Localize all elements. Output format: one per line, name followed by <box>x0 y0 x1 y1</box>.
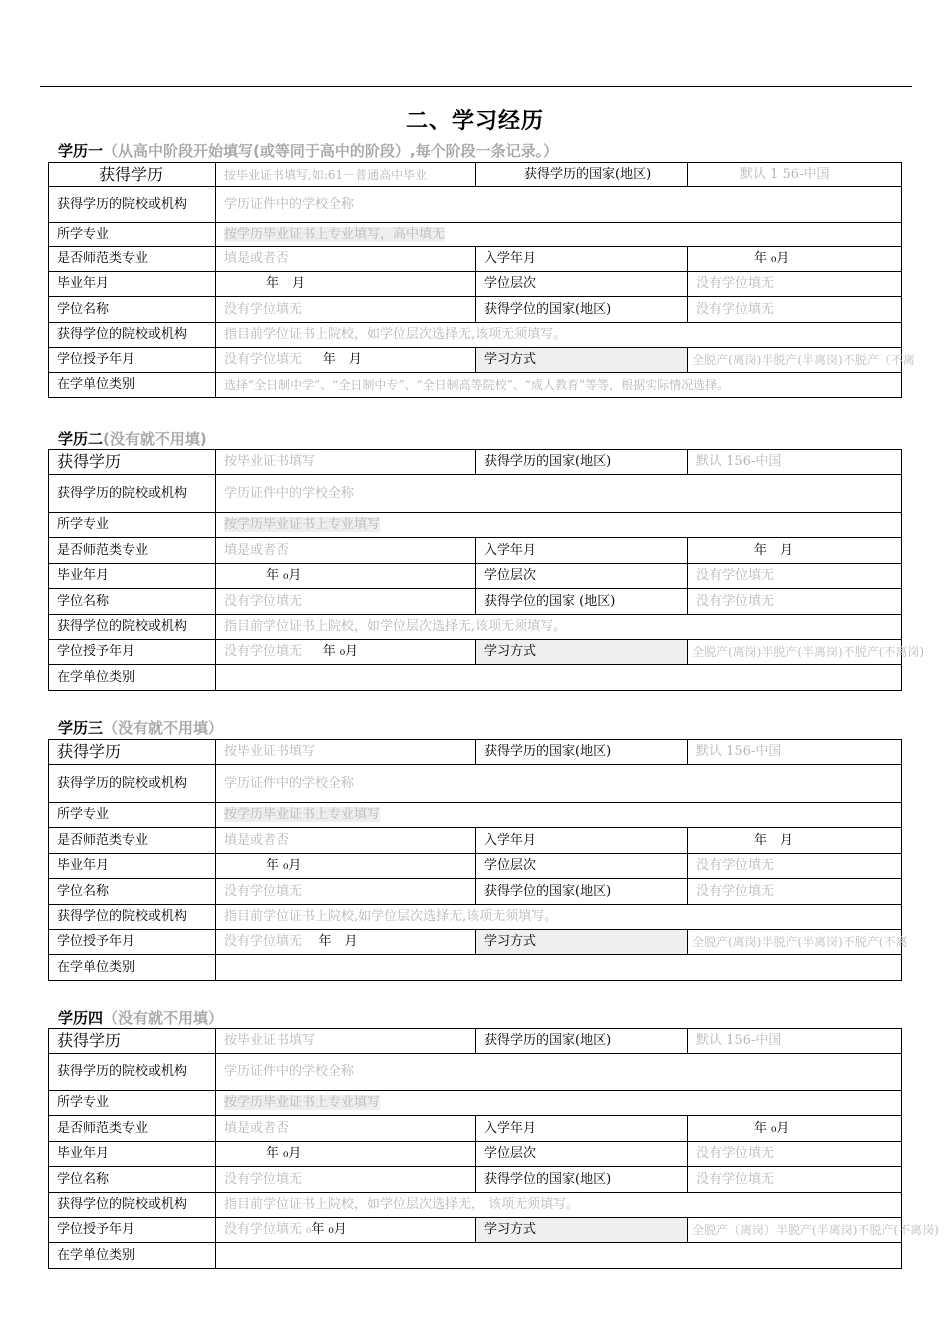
major-hint-text: 按学历毕业证书上专业填写，高中填无 <box>224 226 446 242</box>
degree-country-field[interactable]: 默认 156-中国 <box>688 1029 902 1054</box>
unit-type-field[interactable]: 选择“全日制中学”、“全日制中专”、“全日制高等院校”、“成人教育”等等，根据实际情况选择。 <box>216 373 902 398</box>
xuewei-date-value: 年 月 <box>318 934 358 949</box>
label-degree-country: 获得学历的国家(地区) <box>476 163 688 187</box>
study-mode-none[interactable]: 不脱产(不离岗) <box>857 1223 939 1237</box>
study-mode-full[interactable]: 全脱产(离岗) <box>692 353 762 367</box>
major-field[interactable] <box>216 223 902 247</box>
degree-name-field[interactable]: 没有学位填无 <box>216 879 476 905</box>
study-mode-options <box>692 1223 939 1237</box>
degree-level-field[interactable]: 没有学位填无 <box>688 564 902 589</box>
label-study-mode: 学习方式 <box>476 348 688 373</box>
label-enroll-date: 入学年月 <box>476 828 688 854</box>
label-enroll-date: 入学年月 <box>476 538 688 564</box>
xuewei-school-field[interactable]: 指目前学位证书上院校，如学位层次选择无,该项无须填写。 <box>216 323 902 348</box>
study-mode-field[interactable] <box>688 930 908 955</box>
section-title-text: 学历一 <box>58 142 104 160</box>
xuewei-date-hint: 没有学位填无 <box>224 934 303 949</box>
label-unit-type: 在学单位类别 <box>49 955 216 981</box>
label-degree-name: 学位名称 <box>49 589 216 615</box>
xuewei-country-field[interactable]: 没有学位填无 <box>688 1167 902 1193</box>
study-mode-options <box>692 353 915 367</box>
label-degree-country: 获得学历的国家(地区) <box>476 740 688 765</box>
label-study-mode: 学习方式 <box>476 1218 688 1243</box>
label-xuewei-date: 学位授予年月 <box>49 930 216 955</box>
label-degree-name: 学位名称 <box>49 879 216 905</box>
label-grad-date: 毕业年月 <box>49 854 216 879</box>
section-1-title <box>58 140 558 161</box>
label-degree-level: 学位层次 <box>476 854 688 879</box>
xuewei-date-hint: 没有学位填无 ₀ <box>224 1222 312 1237</box>
unit-type-field[interactable] <box>216 665 902 691</box>
degree-country-field[interactable]: 默认 156-中国 <box>688 450 902 475</box>
study-mode-half[interactable]: 半脱产(半离岗) <box>761 935 843 949</box>
label-study-mode: 学习方式 <box>476 930 688 955</box>
study-mode-none[interactable]: 不脱产(不离 <box>842 935 908 949</box>
label-degree-school: 获得学历的院校或机构 <box>49 765 216 803</box>
degree-school-field[interactable]: 学历证件中的学校全称 <box>216 187 902 223</box>
label-xuewei-school: 获得学位的院校或机构 <box>49 615 216 640</box>
xuewei-date-value: 年 ₀月 <box>322 644 359 659</box>
major-hint-text: 按学历毕业证书上专业填写 <box>224 1095 381 1110</box>
is-normal-field[interactable]: 填是或者否 <box>216 247 476 272</box>
xuewei-country-field[interactable]: 没有学位填无 <box>688 879 902 905</box>
degree-level-field[interactable]: 没有学位填无 <box>688 854 902 879</box>
degree-school-field[interactable]: 学历证件中的学校全称 <box>216 1054 902 1091</box>
label-is-normal: 是否师范类专业 <box>49 538 216 564</box>
label-degree-school: 获得学历的院校或机构 <box>49 1054 216 1091</box>
is-normal-field[interactable]: 填是或者否 <box>216 1116 476 1142</box>
label-xuewei-country: 获得学位的国家(地区) <box>476 879 688 905</box>
label-enroll-date: 入学年月 <box>476 1116 688 1142</box>
label-degree-name: 学位名称 <box>49 297 216 323</box>
study-mode-full[interactable]: 全脱产（离岗） <box>692 1223 777 1237</box>
section-4-title <box>58 1007 223 1028</box>
unit-type-field[interactable] <box>216 1243 902 1269</box>
label-xuewei-school: 获得学位的院校或机构 <box>49 1193 216 1218</box>
label-major: 所学专业 <box>49 513 216 538</box>
study-mode-half[interactable]: 半脱产(半离岗) <box>761 645 843 659</box>
degree-name-field[interactable]: 没有学位填无 <box>216 297 476 323</box>
major-hint-text: 按学历毕业证书上专业填写 <box>224 517 381 532</box>
degree-level-field[interactable]: 没有学位填无 <box>688 272 902 297</box>
study-mode-field[interactable] <box>688 1218 939 1243</box>
study-mode-options <box>692 935 908 949</box>
section-3-title <box>58 717 223 738</box>
section-note: （没有就不用填） <box>103 719 224 737</box>
header-rule <box>40 86 912 87</box>
label-xuewei-date: 学位授予年月 <box>49 348 216 373</box>
label-grad-date: 毕业年月 <box>49 564 216 589</box>
xuewei-date-value: 年 月 <box>322 352 362 367</box>
label-degree-level: 学位层次 <box>476 1142 688 1167</box>
grad-date-field[interactable]: 年 ₀月 <box>216 854 476 879</box>
study-mode-field[interactable] <box>688 348 915 373</box>
label-xuewei-school: 获得学位的院校或机构 <box>49 323 216 348</box>
xuewei-school-field[interactable]: 指目前学位证书上院校,如学位层次选择无,该项无须填写。 <box>216 905 902 930</box>
major-field[interactable] <box>216 803 902 828</box>
label-grad-date: 毕业年月 <box>49 272 216 297</box>
study-mode-half[interactable]: 半脱产(半离岗) <box>761 353 843 367</box>
label-xuewei-date: 学位授予年月 <box>49 640 216 665</box>
study-mode-half[interactable]: 半脱产(半离岗) <box>776 1223 858 1237</box>
grad-date-field[interactable]: 年 ₀月 <box>216 564 476 589</box>
study-mode-full[interactable]: 全脱产(离岗) <box>692 645 762 659</box>
label-degree: 获得学历 <box>49 1029 216 1054</box>
label-degree-country: 获得学历的国家(地区) <box>476 1029 688 1054</box>
label-is-normal: 是否师范类专业 <box>49 1116 216 1142</box>
degree-field[interactable]: 按毕业证书填写 <box>216 740 476 765</box>
degree-country-field[interactable]: 默认 1 56-中国 <box>688 163 902 187</box>
label-degree: 获得学历 <box>49 450 216 475</box>
major-field[interactable] <box>216 1091 902 1116</box>
enroll-date-field[interactable]: 年 ₀月 <box>688 247 902 272</box>
label-grad-date: 毕业年月 <box>49 1142 216 1167</box>
page-title: 二、学习经历 <box>405 109 544 134</box>
label-degree-school: 获得学历的院校或机构 <box>49 187 216 223</box>
enroll-date-field[interactable]: 年 月 <box>688 828 902 854</box>
label-unit-type: 在学单位类别 <box>49 665 216 691</box>
degree-name-field[interactable]: 没有学位填无 <box>216 589 476 615</box>
section-note: （没有就不用填） <box>103 1009 224 1027</box>
label-unit-type: 在学单位类别 <box>49 373 216 398</box>
section-title-text: 学历三 <box>58 719 104 737</box>
xuewei-date-field[interactable] <box>216 348 476 373</box>
is-normal-field[interactable]: 填是或者否 <box>216 828 476 854</box>
xuewei-date-value: 年 ₀月 <box>311 1222 347 1237</box>
education-table-3 <box>48 739 908 981</box>
xuewei-school-field[interactable]: 指目前学位证书上院校，如学位层次选择无， 该项无须填写。 <box>216 1193 902 1218</box>
xuewei-date-hint: 没有学位填无 <box>224 644 303 659</box>
enroll-date-field[interactable]: 年 ₀月 <box>688 1116 902 1142</box>
grad-date-field[interactable]: 年 月 <box>216 272 476 297</box>
xuewei-date-field[interactable] <box>216 1218 476 1243</box>
xuewei-date-field[interactable] <box>216 640 476 665</box>
enroll-date-field[interactable]: 年 月 <box>688 538 902 564</box>
major-hint-text: 按学历毕业证书上专业填写 <box>224 807 381 822</box>
label-xuewei-school: 获得学位的院校或机构 <box>49 905 216 930</box>
xuewei-date-hint: 没有学位填无 <box>224 352 303 367</box>
degree-school-field[interactable]: 学历证件中的学校全称 <box>216 475 902 513</box>
education-table-2 <box>48 449 925 691</box>
section-title-text: 学历四 <box>58 1009 104 1027</box>
major-field[interactable] <box>216 513 902 538</box>
degree-name-field[interactable]: 没有学位填无 <box>216 1167 476 1193</box>
label-degree-level: 学位层次 <box>476 564 688 589</box>
label-degree-name: 学位名称 <box>49 1167 216 1193</box>
section-note: （从高中阶段开始填写(或等同于高中的阶段）,每个阶段一条记录。） <box>103 142 559 160</box>
education-table-4 <box>48 1028 939 1269</box>
label-xuewei-country: 获得学位的国家(地区) <box>476 297 688 323</box>
xuewei-school-field[interactable]: 指目前学位证书上院校，如学位层次选择无,该项无须填写。 <box>216 615 902 640</box>
degree-level-field[interactable]: 没有学位填无 <box>688 1142 902 1167</box>
degree-school-field[interactable]: 学历证件中的学校全称 <box>216 765 902 803</box>
study-mode-none[interactable]: 不脱产(不离岗) <box>842 645 925 659</box>
label-unit-type: 在学单位类别 <box>49 1243 216 1269</box>
label-major: 所学专业 <box>49 803 216 828</box>
label-is-normal: 是否师范类专业 <box>49 828 216 854</box>
label-degree: 获得学历 <box>49 740 216 765</box>
degree-field[interactable]: 按毕业证书填写 <box>216 450 476 475</box>
label-xuewei-country: 获得学位的国家 (地区) <box>476 589 688 615</box>
xuewei-date-field[interactable] <box>216 930 476 955</box>
study-mode-field[interactable] <box>688 640 925 665</box>
label-degree: 获得学历 <box>49 163 216 187</box>
label-study-mode: 学习方式 <box>476 640 688 665</box>
label-degree-country: 获得学历的国家(地区) <box>476 450 688 475</box>
label-major: 所学专业 <box>49 1091 216 1116</box>
xuewei-country-field[interactable]: 没有学位填无 <box>688 589 902 615</box>
is-normal-field[interactable]: 填是或者否 <box>216 538 476 564</box>
education-table-1 <box>48 162 915 398</box>
label-major: 所学专业 <box>49 223 216 247</box>
study-mode-none[interactable]: 不脱产（不离 <box>842 353 915 367</box>
xuewei-country-field[interactable]: 没有学位填无 <box>688 297 902 323</box>
section-2-title <box>58 428 207 449</box>
label-degree-level: 学位层次 <box>476 272 688 297</box>
label-is-normal: 是否师范类专业 <box>49 247 216 272</box>
study-mode-full[interactable]: 全脱产(离岗) <box>692 935 762 949</box>
grad-date-field[interactable]: 年 ₀月 <box>216 1142 476 1167</box>
degree-country-field[interactable]: 默认 156-中国 <box>688 740 902 765</box>
study-mode-options <box>692 645 925 659</box>
section-title-text: 学历二 <box>58 430 104 448</box>
unit-type-field[interactable] <box>216 955 902 981</box>
section-note: (没有就不用填) <box>103 430 207 448</box>
label-degree-school: 获得学历的院校或机构 <box>49 475 216 513</box>
label-xuewei-date: 学位授予年月 <box>49 1218 216 1243</box>
degree-field[interactable]: 按毕业证书填写,如:61－普通高中毕业 <box>216 163 476 187</box>
label-xuewei-country: 获得学位的国家(地区) <box>476 1167 688 1193</box>
degree-field[interactable]: 按毕业证书填写 <box>216 1029 476 1054</box>
label-enroll-date: 入学年月 <box>476 247 688 272</box>
